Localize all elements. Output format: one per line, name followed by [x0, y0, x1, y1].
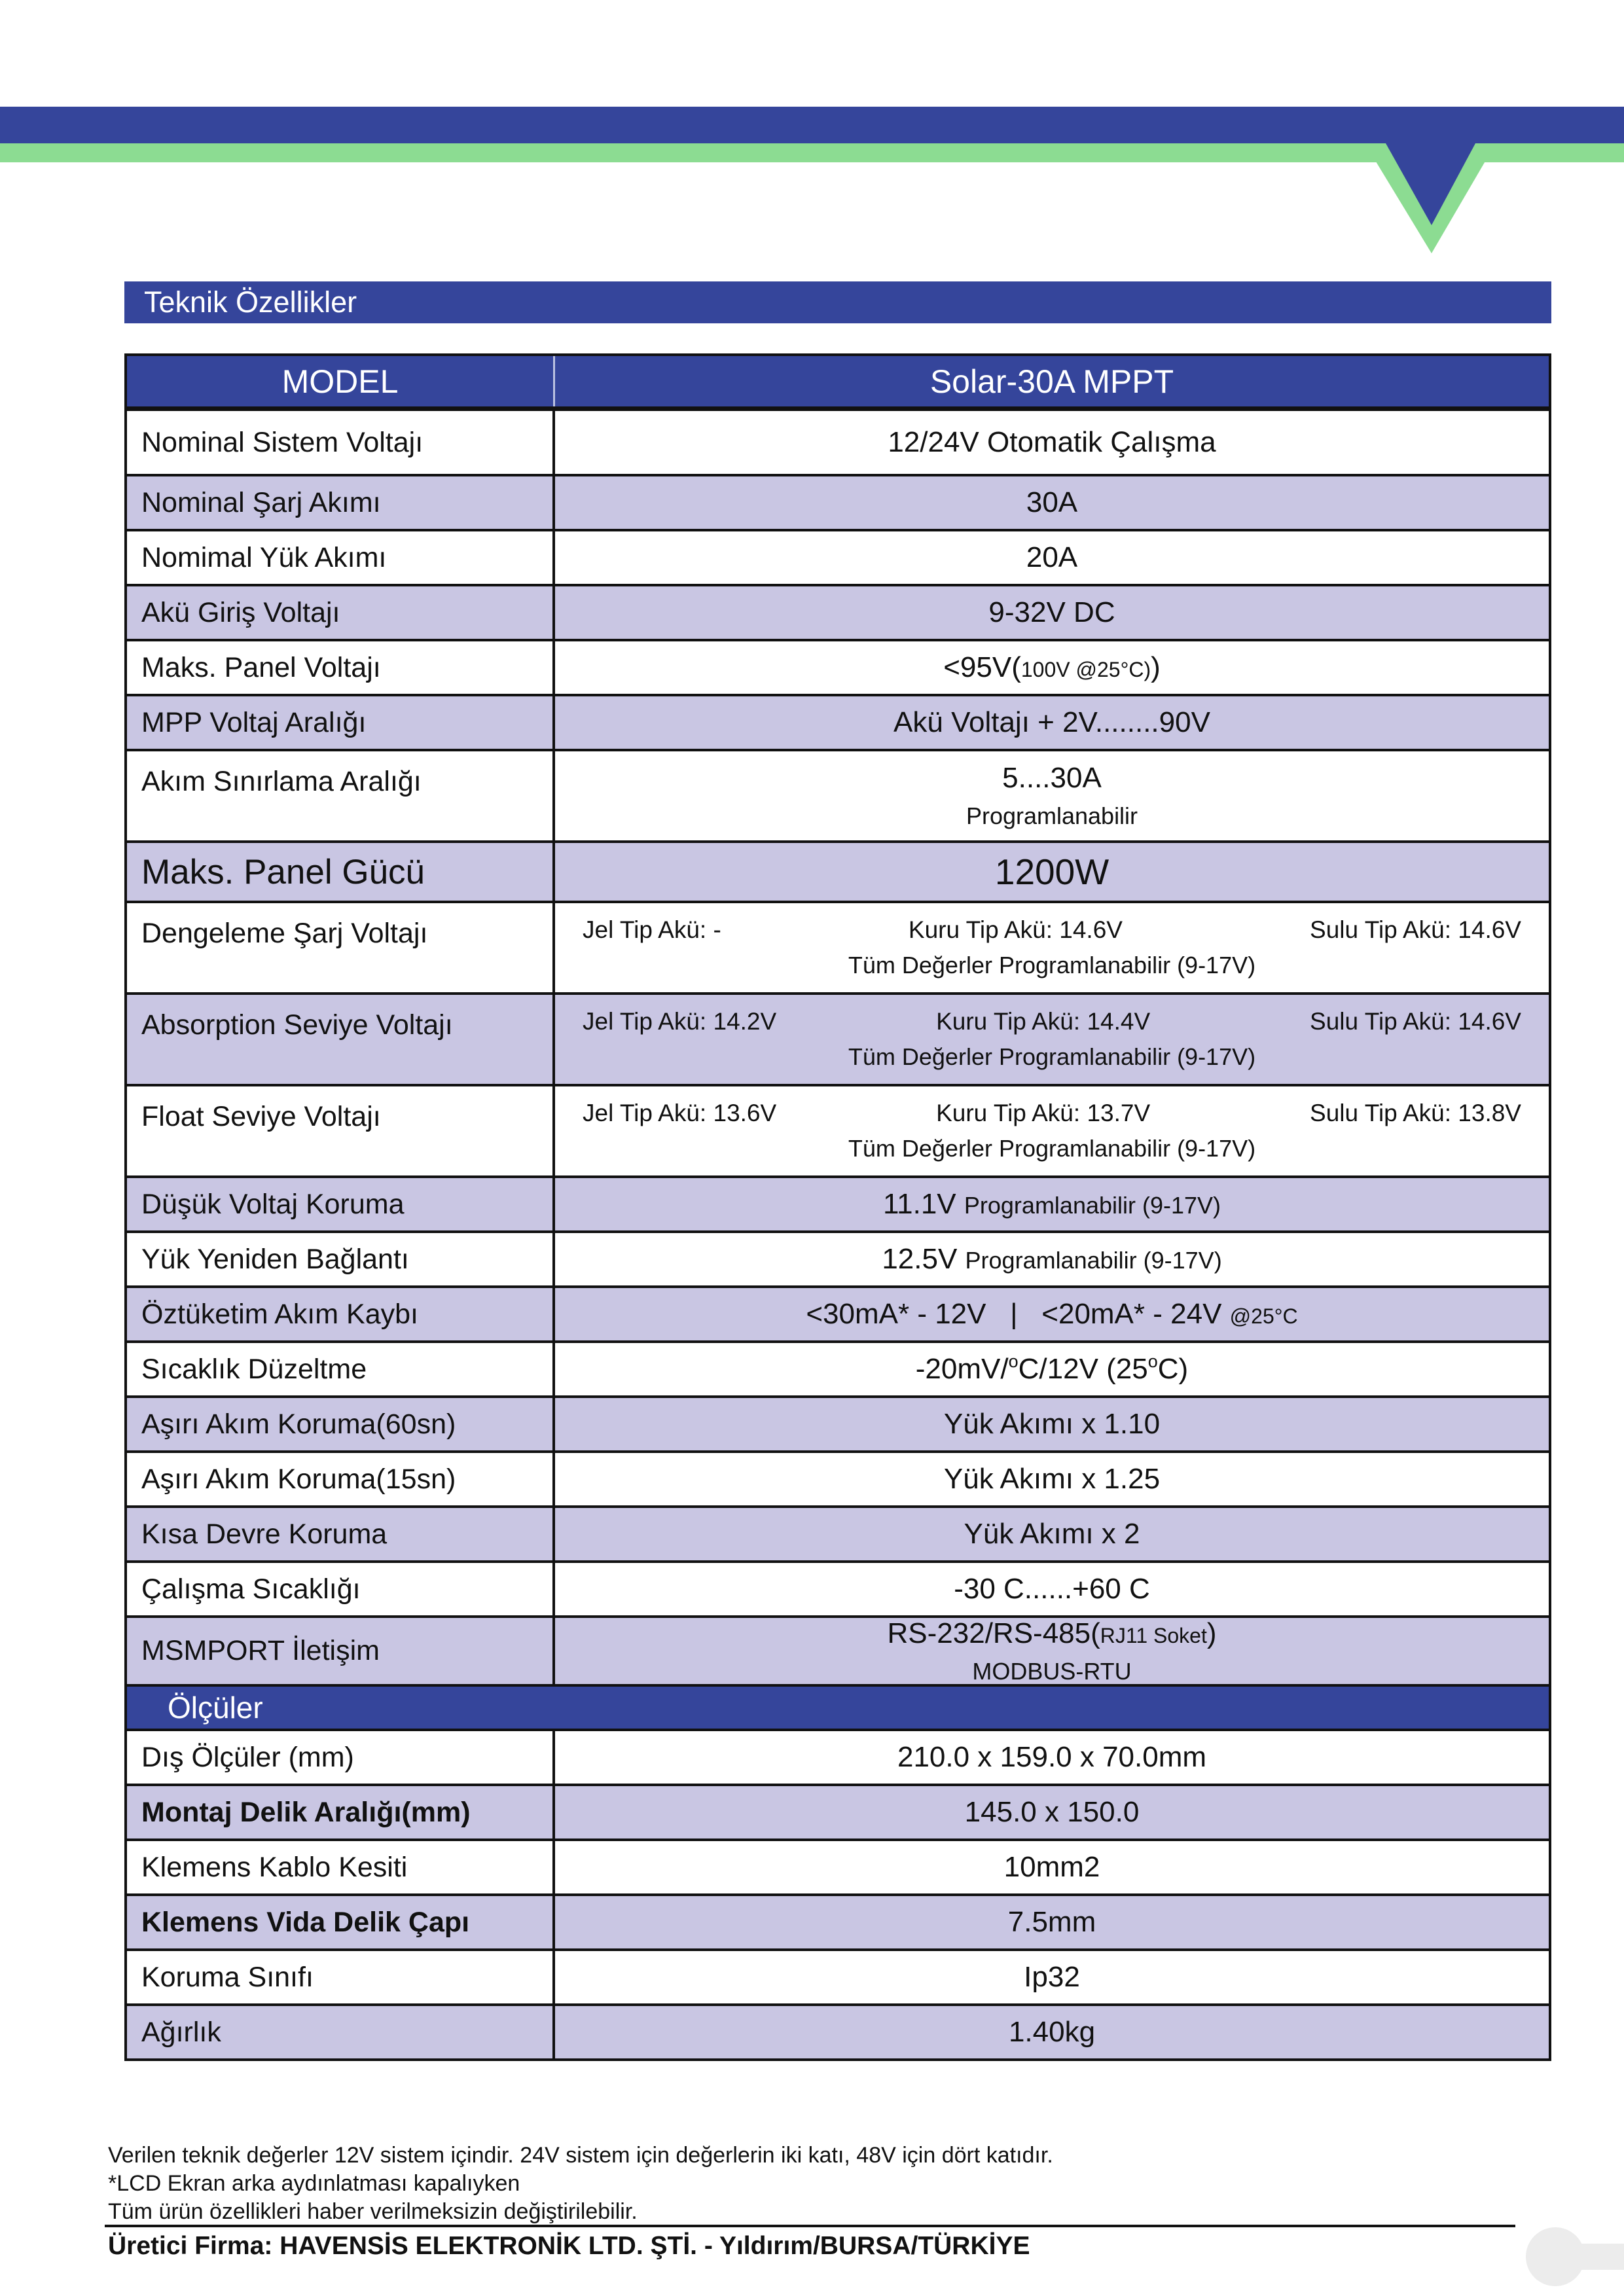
row-label: MSMPORT İletişim [127, 1618, 555, 1684]
row-float-seviye-voltaji [127, 1084, 1549, 1175]
value-segment: Akü Voltajı + 2V........90V [893, 706, 1210, 738]
value-line [893, 706, 1210, 739]
value-segment: Jel Tip Akü: 13.6V [583, 1100, 777, 1126]
row-nomimal-yuk-akimi [127, 529, 1549, 584]
value-line [972, 1658, 1131, 1685]
row-value [555, 1398, 1549, 1450]
row-value [555, 586, 1549, 639]
value-segment: ) [1151, 651, 1161, 683]
row-maks-panel-gucu [127, 840, 1549, 901]
row-label: Absorption Seviye Voltajı [127, 995, 555, 1084]
row-label: Koruma Sınıfı [127, 1951, 555, 2003]
row-value [555, 2006, 1549, 2058]
value-segment: -30 C......+60 C [954, 1573, 1150, 1605]
row-label: Nominal Sistem Voltajı [127, 411, 555, 474]
value-segment: RJ11 Soket [1100, 1623, 1207, 1647]
value-line [1026, 541, 1077, 574]
value-segment: 20A [1026, 541, 1078, 573]
row-value [555, 476, 1549, 529]
value-segment: 12/24V Otomatik Çalışma [888, 426, 1216, 458]
value-line [966, 802, 1138, 830]
value-line [848, 1043, 1255, 1071]
value-line [1024, 1961, 1080, 1994]
value-segment: o [1008, 1352, 1019, 1371]
row-label: Dengeleme Şarj Voltajı [127, 903, 555, 992]
row-absorption-seviye-voltaji [127, 992, 1549, 1084]
row-value [555, 1896, 1549, 1948]
row-yuk-yeniden-baglanti [127, 1230, 1549, 1285]
row-nominal-sistem-voltaji [127, 408, 1549, 474]
row-label: Aşırı Akım Koruma(15sn) [127, 1453, 555, 1505]
value-line [954, 1573, 1150, 1605]
value-segment: C) [1157, 1353, 1189, 1385]
row-value [555, 1453, 1549, 1505]
value-segment: Programlanabilir (9-17V) [964, 1192, 1221, 1219]
value-segment: 145.0 x 150.0 [964, 1796, 1140, 1828]
row-value [555, 751, 1549, 840]
value-segment: 5....30A [1002, 762, 1102, 794]
value-line [555, 1008, 1549, 1035]
row-kisa-devre-koruma [127, 1505, 1549, 1560]
value-segment: Sulu Tip Akü: 14.6V [1310, 1008, 1521, 1035]
value-segment: @25°C [1229, 1304, 1298, 1328]
row-aku-giris-voltaji [127, 584, 1549, 639]
value-line [555, 916, 1549, 944]
row-label: Yük Yeniden Bağlantı [127, 1233, 555, 1285]
value-segment: <95V( [943, 651, 1021, 683]
section-olculer [127, 1684, 1549, 1729]
row-klemens-kablo-kesiti [127, 1839, 1549, 1893]
value-line [965, 1796, 1140, 1829]
value-line [943, 651, 1161, 684]
value-segment: Jel Tip Akü: 14.2V [583, 1008, 777, 1035]
value-segment: RS-232/RS-485( [887, 1617, 1100, 1649]
value-segment: C/12V (25 [1018, 1353, 1148, 1385]
row-montaj-delik-araligi [127, 1784, 1549, 1839]
value-segment: Kuru Tip Akü: 14.6V [908, 916, 1123, 943]
row-label: Montaj Delik Aralığı(mm) [127, 1786, 555, 1839]
row-klemens-vida-delik-capi [127, 1893, 1549, 1948]
row-oztuketim-akim-kaybi [127, 1285, 1549, 1340]
value-line [1008, 1906, 1096, 1939]
row-value [555, 1288, 1549, 1340]
row-value [555, 1343, 1549, 1395]
value-line [882, 1243, 1221, 1276]
manufacturer-line: Üretici Firma: HAVENSİS ELEKTRONİK LTD. ŞTİ. - Yıldırım/BURSA/TÜRKİYE [108, 2232, 1030, 2260]
value-segment: 12.5V [882, 1243, 965, 1275]
header-product-cell: Solar-30A MPPT [929, 363, 1174, 400]
value-line [988, 596, 1115, 629]
row-value [555, 843, 1549, 901]
row-value [555, 1563, 1549, 1615]
row-koruma-sinifi [127, 1948, 1549, 2003]
row-value [555, 903, 1549, 992]
value-line [1009, 2016, 1095, 2049]
row-msmport-iletisim [127, 1615, 1549, 1684]
value-line [555, 1100, 1549, 1127]
row-value [555, 531, 1549, 584]
value-line [806, 1298, 1297, 1331]
row-label: Sıcaklık Düzeltme [127, 1343, 555, 1395]
value-segment: 1.40kg [1008, 2016, 1096, 2048]
row-mpp-voltaj-araligi [127, 694, 1549, 749]
row-label: Öztüketim Akım Kaybı [127, 1288, 555, 1340]
row-label: Akü Giriş Voltajı [127, 586, 555, 639]
value-segment: Tüm Değerler Programlanabilir (9-17V) [848, 1135, 1256, 1162]
value-line [995, 851, 1109, 893]
row-value [555, 1841, 1549, 1893]
value-segment: Yük Akımı x 2 [964, 1518, 1140, 1550]
section-label: Ölçüler [168, 1691, 263, 1725]
footer-note: Tüm ürün özellikleri haber verilmeksizin değiştirilebilir. [108, 2199, 638, 2224]
row-label: Nominal Şarj Akımı [127, 476, 555, 529]
value-line [897, 1741, 1206, 1774]
footer-note: Verilen teknik değerler 12V sistem içindir. 24V sistem için değerlerin iki katı, 48V için dört katıdır. [108, 2143, 1053, 2168]
row-label: Float Seviye Voltajı [127, 1086, 555, 1175]
value-segment: 11.1V [882, 1188, 964, 1220]
row-label: Nomimal Yük Akımı [127, 531, 555, 584]
value-segment: o [1147, 1352, 1158, 1371]
value-segment: Sulu Tip Akü: 13.8V [1310, 1100, 1521, 1126]
spec-table [124, 353, 1551, 2061]
value-segment: Tüm Değerler Programlanabilir (9-17V) [848, 1043, 1256, 1070]
value-segment: Sulu Tip Akü: 14.6V [1310, 916, 1521, 943]
row-value [555, 1786, 1549, 1839]
row-dis-olculer [127, 1729, 1549, 1784]
row-dusuk-voltaj-koruma [127, 1175, 1549, 1230]
value-segment: -20mV/ [915, 1353, 1009, 1385]
value-segment: 10mm2 [1003, 1851, 1100, 1883]
row-label: Aşırı Akım Koruma(60sn) [127, 1398, 555, 1450]
value-segment: 7.5mm [1007, 1906, 1096, 1938]
footer-divider [105, 2225, 1515, 2227]
row-sicaklik-duzeltme [127, 1340, 1549, 1395]
page-title: Teknik Özellikler [144, 285, 357, 319]
row-agirlik [127, 2003, 1549, 2058]
row-value [555, 1178, 1549, 1230]
value-line [848, 1135, 1255, 1162]
footer-note: *LCD Ekran arka aydınlatması kapalıyken [108, 2171, 520, 2196]
row-dengeleme-sarj-voltaji [127, 901, 1549, 992]
value-segment: 1200W [994, 852, 1110, 892]
value-segment: Jel Tip Akü: - [583, 916, 721, 943]
row-value [555, 1086, 1549, 1175]
value-line [944, 1463, 1160, 1496]
row-value [555, 1951, 1549, 2003]
value-segment: Programlanabilir [965, 802, 1138, 829]
row-calisma-sicakligi [127, 1560, 1549, 1615]
row-label: Dış Ölçüler (mm) [127, 1731, 555, 1784]
corner-pin-icon [1525, 2224, 1624, 2296]
row-value [555, 411, 1549, 474]
row-asiri-akim-koruma-15sn [127, 1450, 1549, 1505]
value-line [848, 952, 1255, 979]
value-segment: Programlanabilir (9-17V) [965, 1247, 1222, 1274]
row-label: Klemens Kablo Kesiti [127, 1841, 555, 1893]
value-segment: Yük Akımı x 1.10 [943, 1408, 1161, 1440]
value-segment: ) [1206, 1617, 1217, 1649]
value-line [888, 426, 1216, 459]
row-label: Akım Sınırlama Aralığı [127, 751, 555, 840]
row-value [555, 1508, 1549, 1560]
header-banner [0, 0, 1624, 262]
value-line [944, 1408, 1160, 1441]
value-segment: Yük Akımı x 1.25 [943, 1463, 1161, 1495]
row-label: Çalışma Sıcaklığı [127, 1563, 555, 1615]
value-segment: 9-32V DC [988, 596, 1115, 628]
banner-blue-band [0, 107, 1624, 143]
value-segment: Kuru Tip Akü: 13.7V [936, 1100, 1151, 1126]
header-model-cell: MODEL [127, 356, 555, 406]
row-maks-panel-voltaji [127, 639, 1549, 694]
row-value [555, 696, 1549, 749]
row-label: Klemens Vida Delik Çapı [127, 1896, 555, 1948]
value-line [888, 1617, 1217, 1650]
table-header-row [127, 356, 1549, 408]
row-value [555, 1731, 1549, 1784]
value-segment: Tüm Değerler Programlanabilir (9-17V) [848, 952, 1256, 978]
value-segment: 100V @25°C) [1020, 658, 1151, 681]
value-segment: Kuru Tip Akü: 14.4V [936, 1008, 1151, 1035]
value-line [916, 1353, 1188, 1386]
row-label: Düşük Voltaj Koruma [127, 1178, 555, 1230]
row-nominal-sarj-akimi [127, 474, 1549, 529]
row-value [555, 995, 1549, 1084]
value-line [883, 1188, 1221, 1221]
row-akim-sinirlama-araligi [127, 749, 1549, 840]
row-label: Kısa Devre Koruma [127, 1508, 555, 1560]
row-label: Maks. Panel Voltajı [127, 641, 555, 694]
value-segment: <30mA* - 12V | <20mA* - 24V [806, 1298, 1230, 1330]
section-title-bar [124, 281, 1551, 323]
value-segment: Ip32 [1024, 1961, 1080, 1993]
row-label: MPP Voltaj Aralığı [127, 696, 555, 749]
value-segment: MODBUS-RTU [972, 1657, 1132, 1685]
row-asiri-akim-koruma-60sn [127, 1395, 1549, 1450]
footer-notes [108, 2142, 1053, 2226]
row-label: Ağırlık [127, 2006, 555, 2058]
value-line [964, 1518, 1140, 1551]
value-line [1002, 762, 1102, 795]
row-label: Maks. Panel Gücü [127, 843, 555, 901]
value-line [1026, 486, 1077, 519]
row-value [555, 641, 1549, 694]
value-segment: 30A [1026, 486, 1078, 518]
value-line [1004, 1851, 1100, 1884]
value-segment: 210.0 x 159.0 x 70.0mm [897, 1741, 1207, 1773]
row-value [555, 1233, 1549, 1285]
row-value [555, 1618, 1549, 1684]
